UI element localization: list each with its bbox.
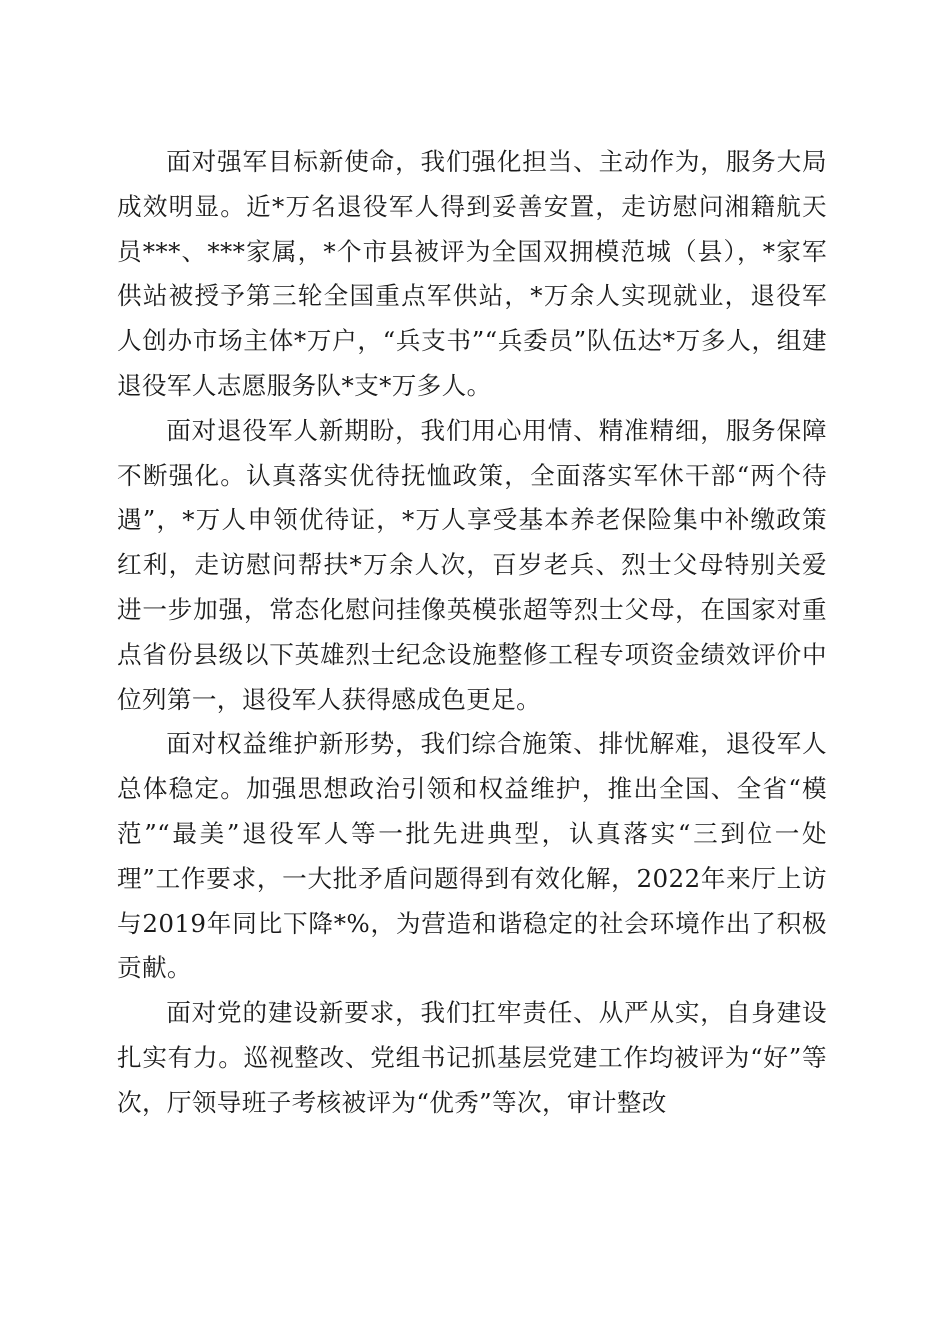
paragraph-2: 面对退役军人新期盼，我们用心用情、精准精细，服务保障不断强化。认真落实优待抚恤政策，全面落实军休干部“两个待遇”，*万人申领优待证，*万人享受基本养老保险集中补缴政策红利，走访慰问帮扶*万余人次，百岁老兵、烈士父母特别关爱进一步加强，常态化慰问挂像英模张超等烈士父母，在国家对重点省份县级以下英雄烈士纪念设施整修工程专项资金绩效评价中位列第一，退役军人获得感成色更足。 [117,415,827,714]
paragraph-3: 面对权益维护新形势，我们综合施策、排忧解难，退役军人总体稳定。加强思想政治引领和权益维护，推出全国、全省“模范”“最美”退役军人等一批先进典型，认真落实“三到位一处理”工作要求，一大批矛盾问题得到有效化解，2022年来厅上访与2019年同比下降*%，为营造和谐稳定的社会环境作出了积极贡献。 [117,729,827,983]
paragraph-4: 面对党的建设新要求，我们扛牢责任、从严从实，自身建设扎实有力。巡视整改、党组书记抓基层党建工作均被评为“好”等次，厅领导班子考核被评为“优秀”等次，审计整改 [117,998,827,1117]
paragraph-1: 面对强军目标新使命，我们强化担当、主动作为，服务大局成效明显。近*万名退役军人得到妥善安置，走访慰问湘籍航天员***、***家属，*个市县被评为全国双拥模范城（县），*家军供站被授予第三轮全国重点军供站，*万余人实现就业，退役军人创办市场主体*万户，“兵支书”“兵委员”队伍达*万多人，组建退役军人志愿服务队*支*万多人。 [117,147,827,400]
document-body [117,140,827,1126]
